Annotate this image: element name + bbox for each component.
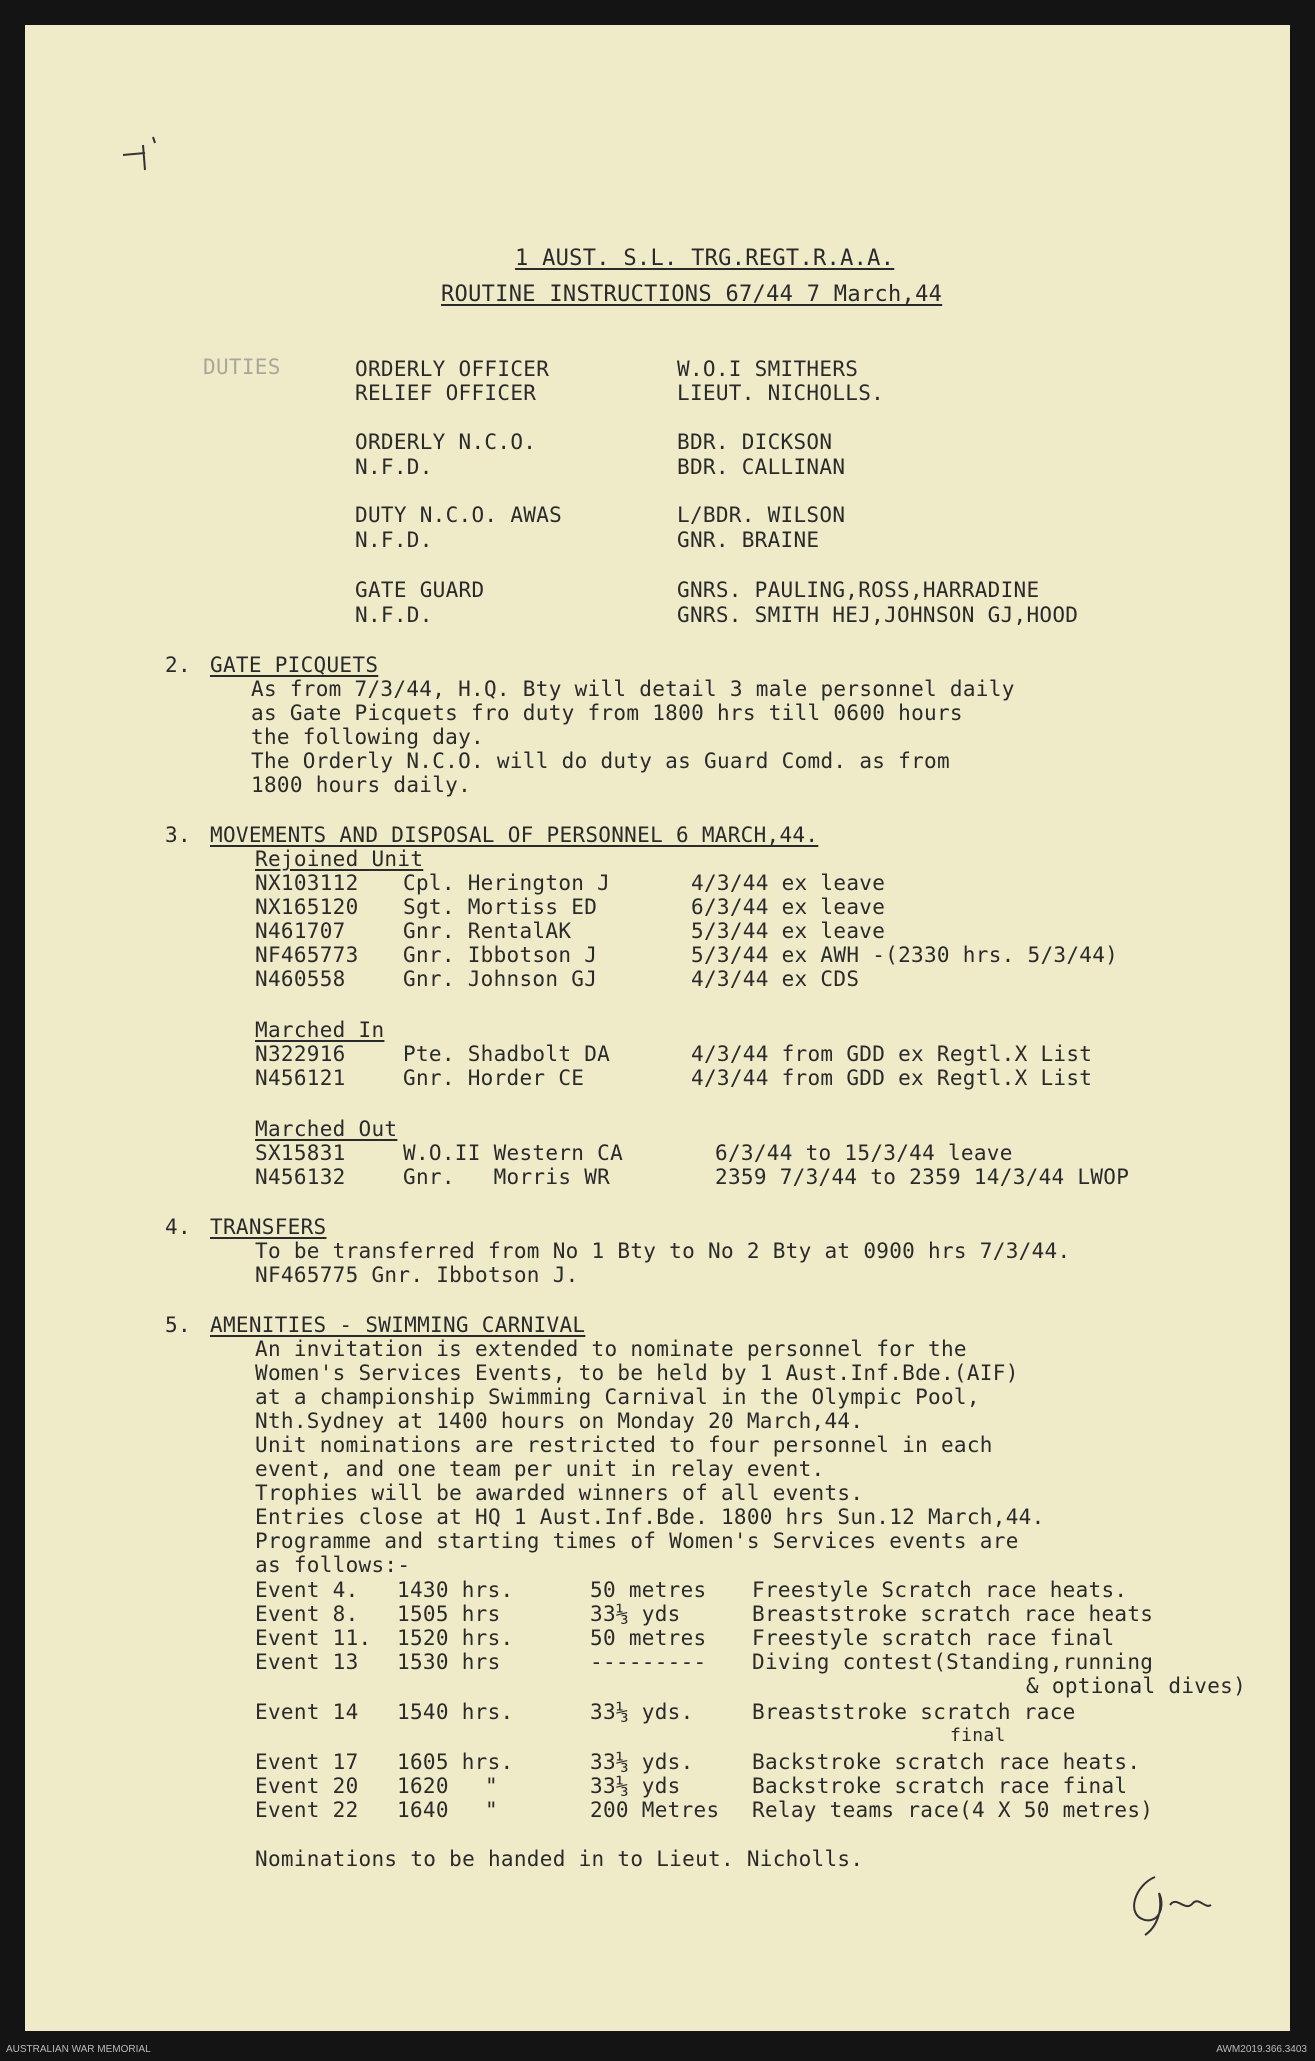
event-name: Event 22: [255, 1798, 359, 1822]
rank-name: W.O.II Western CA: [403, 1141, 624, 1165]
body-line: as Gate Picquets fro duty from 1800 hrs till 0600 hours: [251, 701, 963, 725]
movement-detail: 4/3/44 from GDD ex Regtl.X List: [691, 1066, 1093, 1090]
rank-name: Gnr. Johnson GJ: [403, 967, 598, 991]
section-title-amenities: AMENITIES - SWIMMING CARNIVAL: [210, 1313, 586, 1337]
service-number: N456132: [255, 1165, 346, 1189]
movement-detail: 4/3/44 from GDD ex Regtl.X List: [691, 1042, 1093, 1066]
body-line: The Orderly N.C.O. will do duty as Guard Comd. as from: [251, 749, 950, 773]
movement-detail: 6/3/44 to 15/3/44 leave: [715, 1141, 1013, 1165]
event-time: 1540 hrs.: [397, 1700, 514, 1724]
event-time: 1520 hrs.: [397, 1626, 514, 1650]
service-number: NX165120: [255, 895, 359, 919]
body-line: Nth.Sydney at 1400 hours on Monday 20 March,44.: [255, 1409, 864, 1433]
duty-role: N.F.D.: [355, 455, 433, 479]
event-time: 1430 hrs.: [397, 1578, 514, 1602]
event-name: Event 8.: [255, 1602, 359, 1626]
section-title-gate-picquets: GATE PICQUETS: [210, 653, 379, 677]
body-line: To be transferred from No 1 Bty to No 2 Bty at 0900 hrs 7/3/44.: [255, 1239, 1071, 1263]
movement-detail: 5/3/44 ex leave: [691, 919, 886, 943]
event-time: 1505 hrs: [397, 1602, 501, 1626]
rank-name: Pte. Shadbolt DA: [403, 1042, 611, 1066]
duty-role: RELIEF OFFICER: [355, 381, 537, 405]
body-line: as follows:-: [255, 1553, 411, 1577]
duty-role: ORDERLY OFFICER: [355, 357, 550, 381]
body-line: Programme and starting times of Women's Services events are: [255, 1529, 1019, 1553]
service-number: N461707: [255, 919, 346, 943]
rank-name: Gnr. RentalAK: [403, 919, 572, 943]
event-distance: 33⅓ yds.: [590, 1750, 694, 1774]
body-line: Women's Services Events, to be held by 1 Aust.Inf.Bde.(AIF): [255, 1361, 1019, 1385]
rank-name: Sgt. Mortiss ED: [403, 895, 598, 919]
body-line: An invitation is extended to nominate personnel for the: [255, 1337, 967, 1361]
duty-person: W.O.I SMITHERS: [677, 357, 859, 381]
subheading-marched-in: Marched In: [255, 1018, 385, 1042]
duties-label: DUTIES: [203, 355, 281, 379]
duty-role: DUTY N.C.O. AWAS: [355, 503, 563, 527]
body-line: 1800 hours daily.: [251, 773, 472, 797]
body-line: Trophies will be awarded winners of all events.: [255, 1481, 864, 1505]
event-description: Freestyle Scratch race heats.: [752, 1578, 1128, 1602]
rank-name: Gnr. Morris WR: [403, 1165, 611, 1189]
service-number: SX15831: [255, 1141, 346, 1165]
duty-role: ORDERLY N.C.O.: [355, 430, 537, 454]
section-number: 5.: [165, 1313, 191, 1337]
duty-person: L/BDR. WILSON: [677, 503, 846, 527]
event-distance: 50 metres: [590, 1626, 707, 1650]
event-description: Freestyle scratch race final: [752, 1626, 1115, 1650]
duty-role: GATE GUARD: [355, 578, 485, 602]
body-line: Unit nominations are restricted to four personnel in each: [255, 1433, 993, 1457]
movement-detail: 4/3/44 ex CDS: [691, 967, 860, 991]
rank-name: Gnr. Horder CE: [403, 1066, 585, 1090]
movement-detail: 6/3/44 ex leave: [691, 895, 886, 919]
section-number: 4.: [165, 1215, 191, 1239]
event-distance: 33⅓ yds: [590, 1602, 681, 1626]
duty-role: N.F.D.: [355, 528, 433, 552]
event-description: Relay teams race(4 X 50 metres): [752, 1798, 1154, 1822]
event-name: Event 20: [255, 1774, 359, 1798]
body-line: As from 7/3/44, H.Q. Bty will detail 3 male personnel daily: [251, 677, 1015, 701]
document-title: ROUTINE INSTRUCTIONS 67/44 7 March,44: [441, 282, 943, 307]
rank-name: Gnr. Ibbotson J: [403, 943, 598, 967]
event-description: Backstroke scratch race heats.: [752, 1750, 1141, 1774]
duty-person: BDR. CALLINAN: [677, 455, 846, 479]
event-time: 1530 hrs: [397, 1650, 501, 1674]
event-distance: 33⅓ yds.: [590, 1700, 694, 1724]
footer-left: AUSTRALIAN WAR MEMORIAL: [6, 2044, 151, 2055]
event-description: Backstroke scratch race final: [752, 1774, 1128, 1798]
duty-role: N.F.D.: [355, 603, 433, 627]
event-name: Event 4.: [255, 1578, 359, 1602]
footer-right: AWM2019.366.3403: [1216, 2044, 1307, 2055]
section-title-movements: MOVEMENTS AND DISPOSAL OF PERSONNEL 6 MARCH,44.: [210, 823, 819, 847]
event-time: 1640: [397, 1798, 449, 1822]
rank-name: Cpl. Herington J: [403, 871, 611, 895]
event-description-continued: & optional dives): [1026, 1674, 1247, 1698]
service-number: N456121: [255, 1066, 346, 1090]
movement-detail: 5/3/44 ex AWH -(2330 hrs. 5/3/44): [691, 943, 1119, 967]
closing-line: Nominations to be handed in to Lieut. Nicholls.: [255, 1847, 864, 1871]
event-description: Diving contest(Standing,running: [752, 1650, 1154, 1674]
body-line: the following day.: [251, 725, 484, 749]
pen-mark: [115, 115, 175, 195]
event-distance: 200 Metres: [590, 1798, 720, 1822]
event-time: 1620: [397, 1774, 449, 1798]
event-name: Event 14: [255, 1700, 359, 1724]
event-time: 1605 hrs.: [397, 1750, 514, 1774]
unit-heading: 1 AUST. S.L. TRG.REGT.R.A.A.: [515, 246, 895, 271]
event-name: Event 17: [255, 1750, 359, 1774]
event-distance: ---------: [590, 1650, 707, 1674]
duty-person: GNRS. PAULING,ROSS,HARRADINE: [677, 578, 1040, 602]
event-description-continued: final: [950, 1725, 1006, 1746]
event-distance: 33⅓ yds: [590, 1774, 681, 1798]
section-number: 2.: [165, 653, 191, 677]
event-description: Breaststroke scratch race heats: [752, 1602, 1154, 1626]
service-number: NF465773: [255, 943, 359, 967]
document-page: [25, 25, 1290, 2031]
body-line: at a championship Swimming Carnival in the Olympic Pool,: [255, 1385, 980, 1409]
body-line: event, and one team per unit in relay event.: [255, 1457, 825, 1481]
service-number: N460558: [255, 967, 346, 991]
movement-detail: 2359 7/3/44 to 2359 14/3/44 LWOP: [715, 1165, 1130, 1189]
movement-detail: 4/3/44 ex leave: [691, 871, 886, 895]
service-number: N322916: [255, 1042, 346, 1066]
duty-person: LIEUT. NICHOLLS.: [677, 381, 885, 405]
duty-person: GNRS. SMITH HEJ,JOHNSON GJ,HOOD: [677, 603, 1079, 627]
section-title-transfers: TRANSFERS: [210, 1215, 327, 1239]
ditto-mark: ": [485, 1774, 498, 1798]
ditto-mark: ": [485, 1798, 498, 1822]
duty-person: GNR. BRAINE: [677, 528, 820, 552]
event-distance: 50 metres: [590, 1578, 707, 1602]
section-number: 3.: [165, 823, 191, 847]
event-description: Breaststroke scratch race: [752, 1700, 1076, 1724]
body-line: Entries close at HQ 1 Aust.Inf.Bde. 1800 hrs Sun.12 March,44.: [255, 1505, 1045, 1529]
event-name: Event 11.: [255, 1626, 372, 1650]
duty-person: BDR. DICKSON: [677, 430, 833, 454]
service-number: NX103112: [255, 871, 359, 895]
body-line: NF465775 Gnr. Ibbotson J.: [255, 1263, 579, 1287]
subheading-marched-out: Marched Out: [255, 1117, 398, 1141]
handwritten-initials: [1115, 1865, 1225, 1945]
subheading-rejoined: Rejoined Unit: [255, 847, 424, 871]
event-name: Event 13: [255, 1650, 359, 1674]
